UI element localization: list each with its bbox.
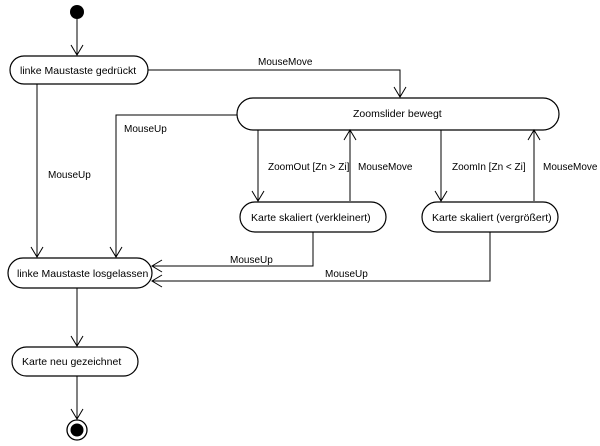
state-released	[8, 258, 152, 288]
label-zoom-in: ZoomIn [Zn < Zi]	[452, 162, 526, 173]
label-zoom-to-released: MouseUp	[124, 124, 167, 135]
edge-scaled-up-to-released	[152, 232, 490, 281]
edge-pressed-to-zoom	[148, 70, 400, 97]
initial-node	[70, 5, 84, 19]
label-zoom-out: ZoomOut [Zn > Zi]	[268, 162, 350, 173]
label-pressed-to-zoom: MouseMove	[258, 57, 313, 68]
label-scaled-down-to-released: MouseUp	[230, 255, 273, 266]
label-pressed-to-released: MouseUp	[48, 170, 91, 181]
state-redrawn-label: Karte neu gezeichnet	[22, 356, 122, 368]
final-node	[67, 420, 87, 440]
state-pressed-label: linke Maustaste gedrückt	[20, 65, 137, 77]
label-scaled-up-to-released: MouseUp	[325, 269, 368, 280]
state-scaled-up-label: Karte skaliert (vergrößert)	[432, 212, 552, 224]
state-released-label: linke Maustaste losgelassen	[17, 268, 149, 280]
state-pressed	[10, 56, 148, 84]
state-redrawn	[12, 347, 138, 376]
state-scaled-down-label: Karte skaliert (verkleinert)	[251, 212, 371, 224]
label-scaled-up-back: MouseMove	[543, 162, 598, 173]
state-scaled-down	[240, 202, 386, 232]
state-zoomslider-label: Zoomslider bewegt	[353, 108, 442, 120]
state-zoomslider	[237, 98, 559, 130]
state-scaled-up	[422, 202, 558, 232]
label-scaled-down-back: MouseMove	[358, 162, 413, 173]
edge-zoom-to-released	[116, 115, 237, 257]
